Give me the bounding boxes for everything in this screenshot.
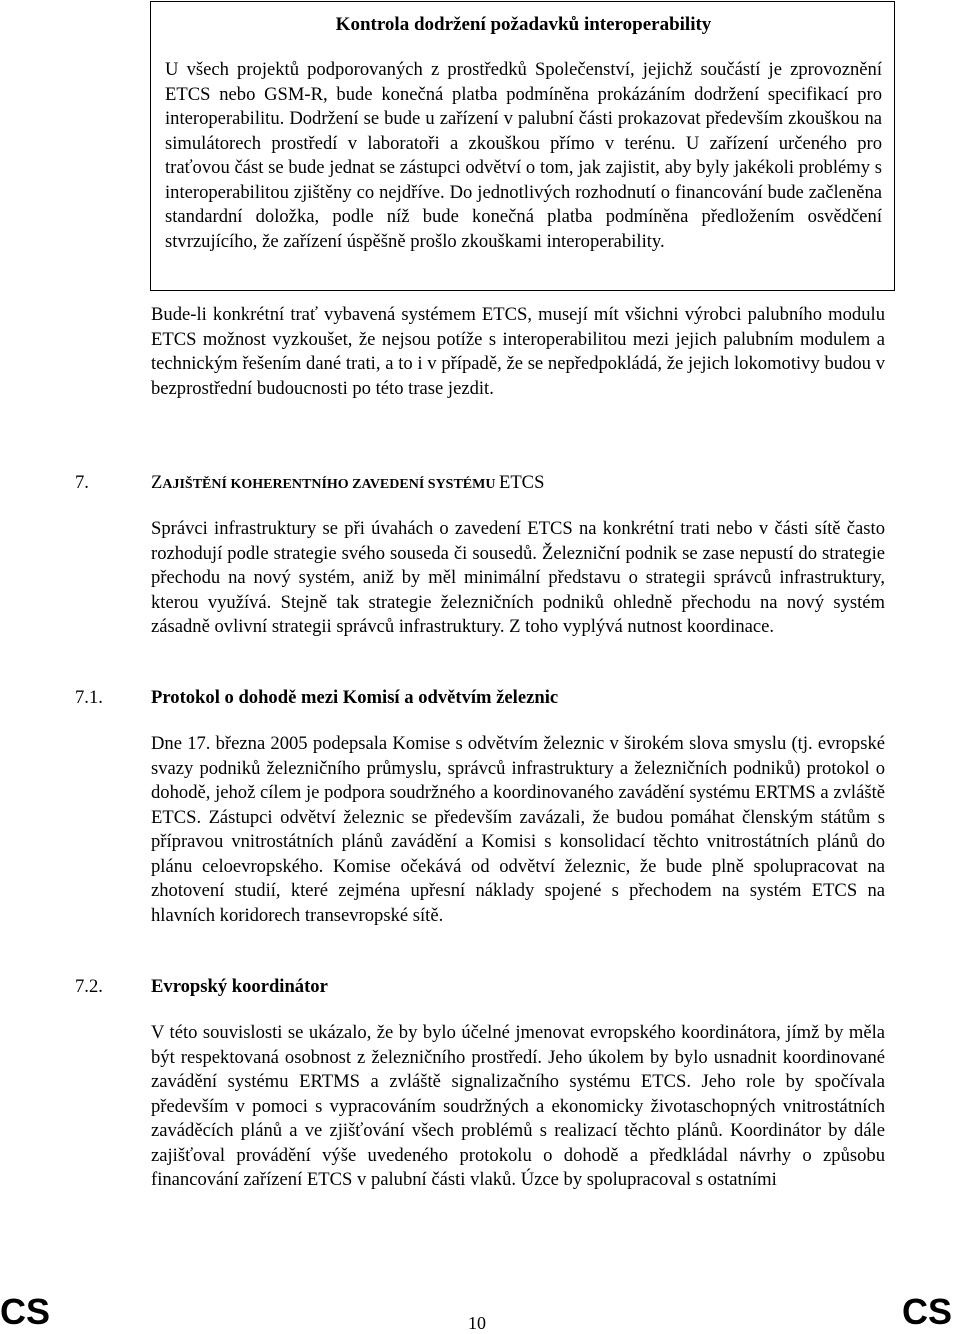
section-7-1-number: 7.1.	[75, 687, 103, 708]
section-7-2-title: Evropský koordinátor	[151, 976, 328, 997]
intro-paragraph: Bude-li konkrétní trať vybavená systémem ETCS, musejí mít všichni výrobci palubního modulu ETCS možnost vyzkoušet, že nejsou potíže s interoperabilitou mezi jejich palubním modulem a technickým řešením dané trati, a to i v případě, že se nepředpokládá, že jejich lokomotivy budou v bezprostřední budoucnosti po této trase jezdit.	[151, 304, 885, 399]
box-text: U všech projektů podporovaných z prostředků Společenství, jejichž součástí je zprovoznění ETCS nebo GSM-R, bude konečná platba podmíněna prokázáním dodržení specifikací pro interoperabilitu. Dodržení se bude u zařízení v palubní části prokazovat především zkouškou na simulátorech prostředí v laboratoři a zkouškou přímo v terénu. U zařízení určeného pro traťovou část se bude jednat se zástupci odvětví o tom, jak zajistit, aby byly jakékoli problémy s interoperabilitou zjištěny co nejdříve. Do jednotlivých rozhodnutí o financování bude začleněna standardní doložka, podle níž bude konečná platba podmíněna předložením osvědčení stvrzujícího, že zařízení úspěšně prošlo zkouškami interoperability.	[165, 59, 882, 252]
section-7-1-title: Protokol o dohodě mezi Komisí a odvětvím železnic	[151, 687, 559, 708]
section-7-1-paragraph: Dne 17. března 2005 podepsala Komise s odvětvím železnic v širokém slova smyslu (tj. evropské svazy podniků železničního průmyslu, správců infrastruktury a železničních podniků) protokol o dohodě, jehož cílem je podpora soudržného a koordinovaného zavádění systému ERTMS a zvláště ETCS. Zástupci odvětví železnic se především zavázali, že budou pomáhat členským státům s přípravou vnitrostátních plánů zavádění a Komisi s konsolidací těchto vnitrostátních plánů do plánu celoevropského. Komise očekává od odvětví železnic, že bude plně spolupracovat na zhotovení studií, které zejména upřesní náklady spojené s přechodem na systém ETCS na hlavních koridorech transevropské sítě.	[151, 733, 885, 926]
section-7-title-part: Z	[151, 472, 163, 493]
section-7-2-paragraph: V této souvislosti se ukázalo, že by bylo účelné jmenovat evropského koordinátora, jímž by měla být respektovaná osobnost z železničního prostředí. Jeho úkolem by bylo usnadnit koordinované zavádění systému ERTMS a zvláště signalizačního systému ETCS. Jeho role by spočívala především v pomoci s vypracováním soudržných a ekonomicky životaschopných vnitrostátních zaváděcích plánů a ve zjišťování všech problémů s realizací těchto plánů. Koordinátor by dále zajišťoval provádění výše uvedeného protokolu o dohodě a předkládal návrhy o způsobu financování zařízení ETCS v palubní části vlaků. Úzce by spolupracoval s ostatními	[151, 1022, 885, 1190]
section-7-paragraph: Správci infrastruktury se při úvahách o zavedení ETCS na konkrétní trati nebo v části sítě často rozhodují podle strategie svého souseda či sousedů. Železniční podnik se zase nepustí do strategie přechodu na nový systém, aniž by měl minimální představu o strategii správců infrastruktury, kterou využívá. Stejně tak strategie železničních podniků ohledně přechodu na nový systém zásadně ovlivní strategii správců infrastruktury. Z toho vyplývá nutnost koordinace.	[151, 518, 885, 637]
page-number: 10	[468, 1313, 486, 1333]
box-title: Kontrola dodržení požadavků interoperability	[335, 14, 712, 35]
interoperability-box	[150, 1, 895, 291]
footer-language-right: CS	[902, 1291, 953, 1332]
section-7-2-number: 7.2.	[75, 976, 103, 997]
section-7-title	[151, 471, 544, 497]
section-7-title-part: ETCS	[498, 472, 545, 493]
section-7-number: 7.	[75, 472, 89, 493]
section-7-title-part: AJIŠTĚNÍ KOHERENTNÍHO ZAVEDENÍ SYSTÉMU	[162, 477, 499, 492]
footer-language-left: CS	[0, 1291, 51, 1332]
